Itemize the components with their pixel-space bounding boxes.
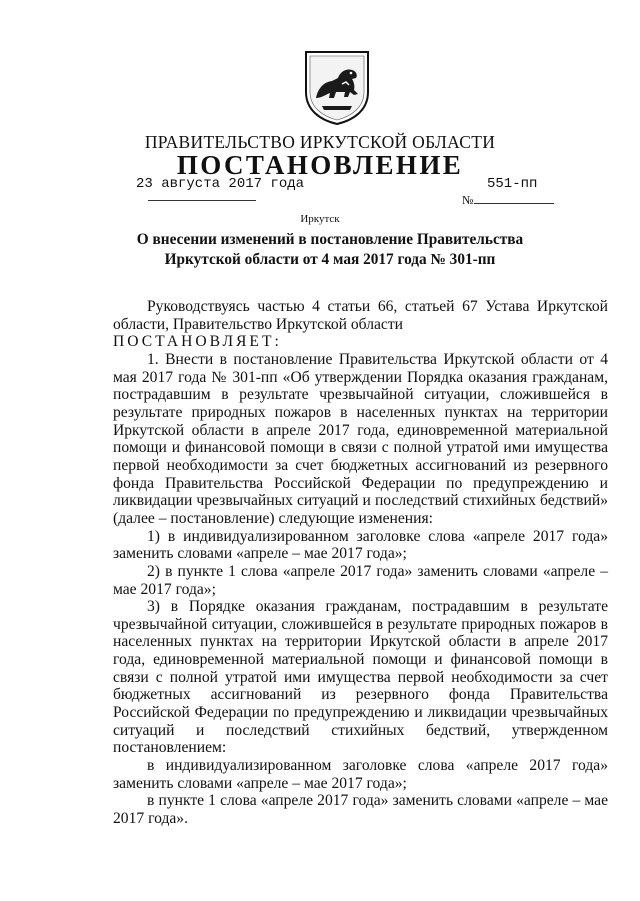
city: Иркутск <box>300 213 340 225</box>
subitem-3: 3) в Порядке оказания гражданам, пострадавшим в результате чрезвычайной ситуации, сложившейся в результате природных пожаров в населенных пунктах на территории Иркутской области в апреле 2017 года, единовременной материальной помощи и финансовой помощи в связи с полной утратой ими имущества первой необходимости за счет бюджетных ассигнований из резервного фонда Правительства Российской Федерации по предупреждению и ликвидации чрезвычайных ситуаций и последствий стихийных бедствий, утвержденном постановлением: <box>113 598 608 757</box>
preamble: Руководствуясь частью 4 статьи 66, статьей 67 Устава Иркутской области, Правительство Иркутской области <box>113 298 608 333</box>
document-date: 23 августа 2017 года <box>136 176 305 192</box>
resolves-heading: ПОСТАНОВЛЯЕТ: <box>113 333 282 351</box>
document-body <box>113 298 608 828</box>
coat-of-arms-icon <box>302 48 372 126</box>
document-title: О внесении изменений в постановление Правительства Иркутской области от 4 мая 2017 года № 301-пп <box>136 231 524 268</box>
subitem-1: 1) в индивидуализированном заголовке слова «апреле 2017 года» заменить словами «апреле – мае 2017 года»; <box>113 527 608 563</box>
number-underline <box>474 203 554 204</box>
paragraph-1: 1. Внести в постановление Правительства Иркутской области от 4 мая 2017 года № 301-пп «Об утверждении Порядка оказания гражданам, пострадавшим в результате чрезвычайной ситуации, сложившейся в результате природных пожаров в населенных пунктах на территории Иркутской области в апреле 2017 года, единовременной материальной помощи и финансовой помощи в связи с полной утратой ими имущества первой необходимости за счет бюджетных ассигнований из резервного фонда Правительства Российской Федерации по предупреждению и ликвидации чрезвычайных ситуаций и последствий стихийных бедствий» (далее – постановление) следующие изменения: <box>113 350 608 527</box>
date-underline <box>148 200 256 201</box>
document-type: ПОСТАНОВЛЕНИЕ <box>176 150 464 180</box>
subitem-3b: в пункте 1 слова «апреле 2017 года» заменить словами «апреле – мае 2017 года». <box>113 792 608 828</box>
subitem-2: 2) в пункте 1 слова «апреле 2017 года» заменить словами «апреле – мае 2017 года»; <box>113 562 608 598</box>
number-sign: № <box>462 193 474 207</box>
subitem-3a: в индивидуализированном заголовке слова «апреле 2017 года» заменить словами «апреле – мае 2017 года»; <box>113 757 608 792</box>
government-name: ПРАВИТЕЛЬСТВО ИРКУТСКОЙ ОБЛАСТИ <box>144 132 496 152</box>
document-number: 551-пп <box>487 176 538 192</box>
